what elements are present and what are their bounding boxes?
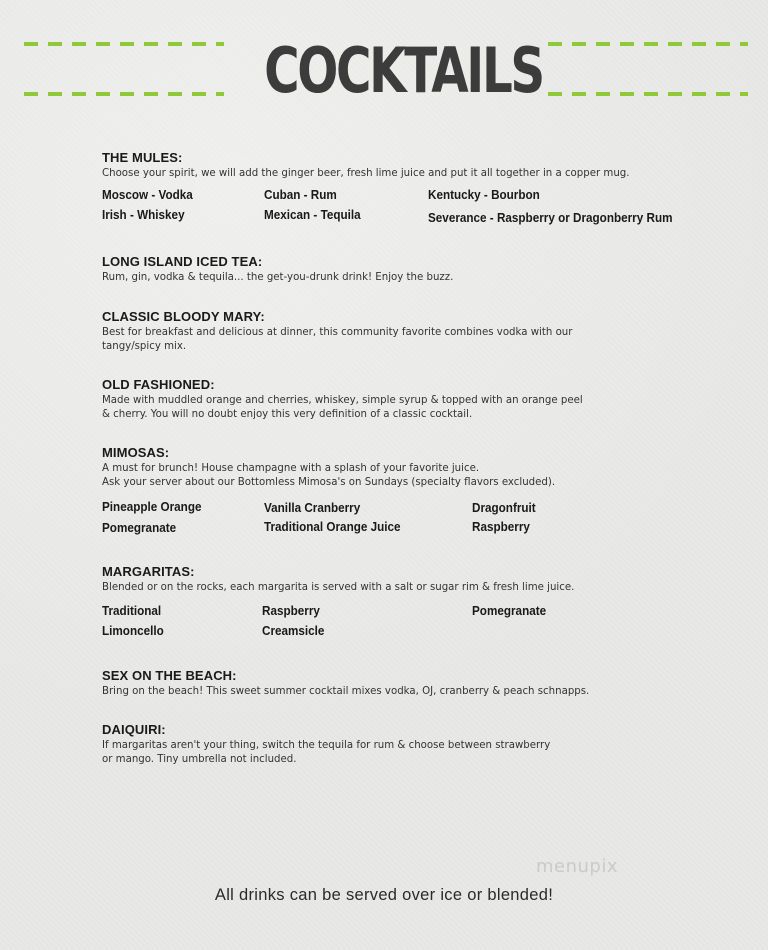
section-mimosas <box>102 445 722 539</box>
section-classic-bloody-mary <box>102 309 722 354</box>
section-title: MIMOSAS: <box>102 445 170 460</box>
section-title: MARGARITAS: <box>102 564 195 579</box>
menu-item: Pineapple Orange <box>102 499 202 514</box>
menu-item: Vanilla Cranberry <box>264 500 361 515</box>
menu-item: Severance - Raspberry or Dragonberry Rum <box>428 210 673 225</box>
item-grid <box>102 187 722 227</box>
section-title: SEX ON THE BEACH: <box>102 668 237 683</box>
menu-item: Moscow - Vodka <box>102 187 193 202</box>
section-title: DAIQUIRI: <box>102 722 166 737</box>
menu-item: Limoncello <box>102 623 164 638</box>
section-title: LONG ISLAND ICED TEA: <box>102 254 263 269</box>
section-title: THE MULES: <box>102 150 183 165</box>
section-description: & cherry. You will no doubt enjoy this very definition of a classic cocktail. <box>102 409 473 420</box>
menu-item: Traditional Orange Juice <box>264 519 401 534</box>
section-sex-on-the-beach <box>102 668 722 699</box>
section-margaritas <box>102 564 722 643</box>
section-description: Ask your server about our Bottomless Mimosa's on Sundays (specialty flavors excluded). <box>102 477 556 488</box>
section-description: Bring on the beach! This sweet summer cocktail mixes vodka, OJ, cranberry & peach schnapps. <box>102 686 590 697</box>
section-description: Made with muddled orange and cherries, whiskey, simple syrup & topped with an orange peel <box>102 395 583 406</box>
menu-item: Raspberry <box>262 603 320 618</box>
section-title: CLASSIC BLOODY MARY: <box>102 309 265 324</box>
section-description: Rum, gin, vodka & tequila... the get-you-drunk drink! Enjoy the buzz. <box>102 272 454 283</box>
menu-item: Pomegranate <box>102 520 177 535</box>
menu-item: Pomegranate <box>472 603 547 618</box>
page-title: COCKTAILS <box>264 34 543 107</box>
section-daiquiri <box>102 722 722 767</box>
menu-item: Creamsicle <box>262 623 325 638</box>
item-grid <box>102 499 722 539</box>
menu-item: Mexican - Tequila <box>264 207 361 222</box>
menu-item: Irish - Whiskey <box>102 207 185 222</box>
section-description: Blended or on the rocks, each margarita is served with a salt or sugar rim & fresh lime juice. <box>102 582 575 593</box>
menu-item: Raspberry <box>472 519 530 534</box>
section-description: If margaritas aren't your thing, switch the tequila for rum & choose between strawberry <box>102 740 551 751</box>
section-description: tangy/spicy mix. <box>102 341 187 352</box>
menu-item: Dragonfruit <box>472 500 536 515</box>
menu-item: Cuban - Rum <box>264 187 337 202</box>
menu-item: Kentucky - Bourbon <box>428 187 540 202</box>
section-the-mules <box>102 150 722 227</box>
section-old-fashioned <box>102 377 722 422</box>
dash-line-top-right <box>548 42 748 46</box>
section-title: OLD FASHIONED: <box>102 377 215 392</box>
dash-line-bottom-left <box>24 92 224 96</box>
menu-header <box>0 30 768 110</box>
menu-item: Traditional <box>102 603 162 618</box>
section-description: A must for brunch! House champagne with a splash of your favorite juice. <box>102 463 480 474</box>
footer-note: All drinks can be served over ice or blended! <box>214 886 554 904</box>
section-long-island-iced-tea <box>102 254 722 285</box>
section-description: Choose your spirit, we will add the ginger beer, fresh lime juice and put it all together in a copper mug. <box>102 168 630 179</box>
watermark: menupix <box>536 856 619 877</box>
dash-line-bottom-right <box>548 92 748 96</box>
section-description: Best for breakfast and delicious at dinner, this community favorite combines vodka with our <box>102 327 573 338</box>
item-grid <box>102 603 722 643</box>
section-description: or mango. Tiny umbrella not included. <box>102 754 297 765</box>
dash-line-top-left <box>24 42 224 46</box>
